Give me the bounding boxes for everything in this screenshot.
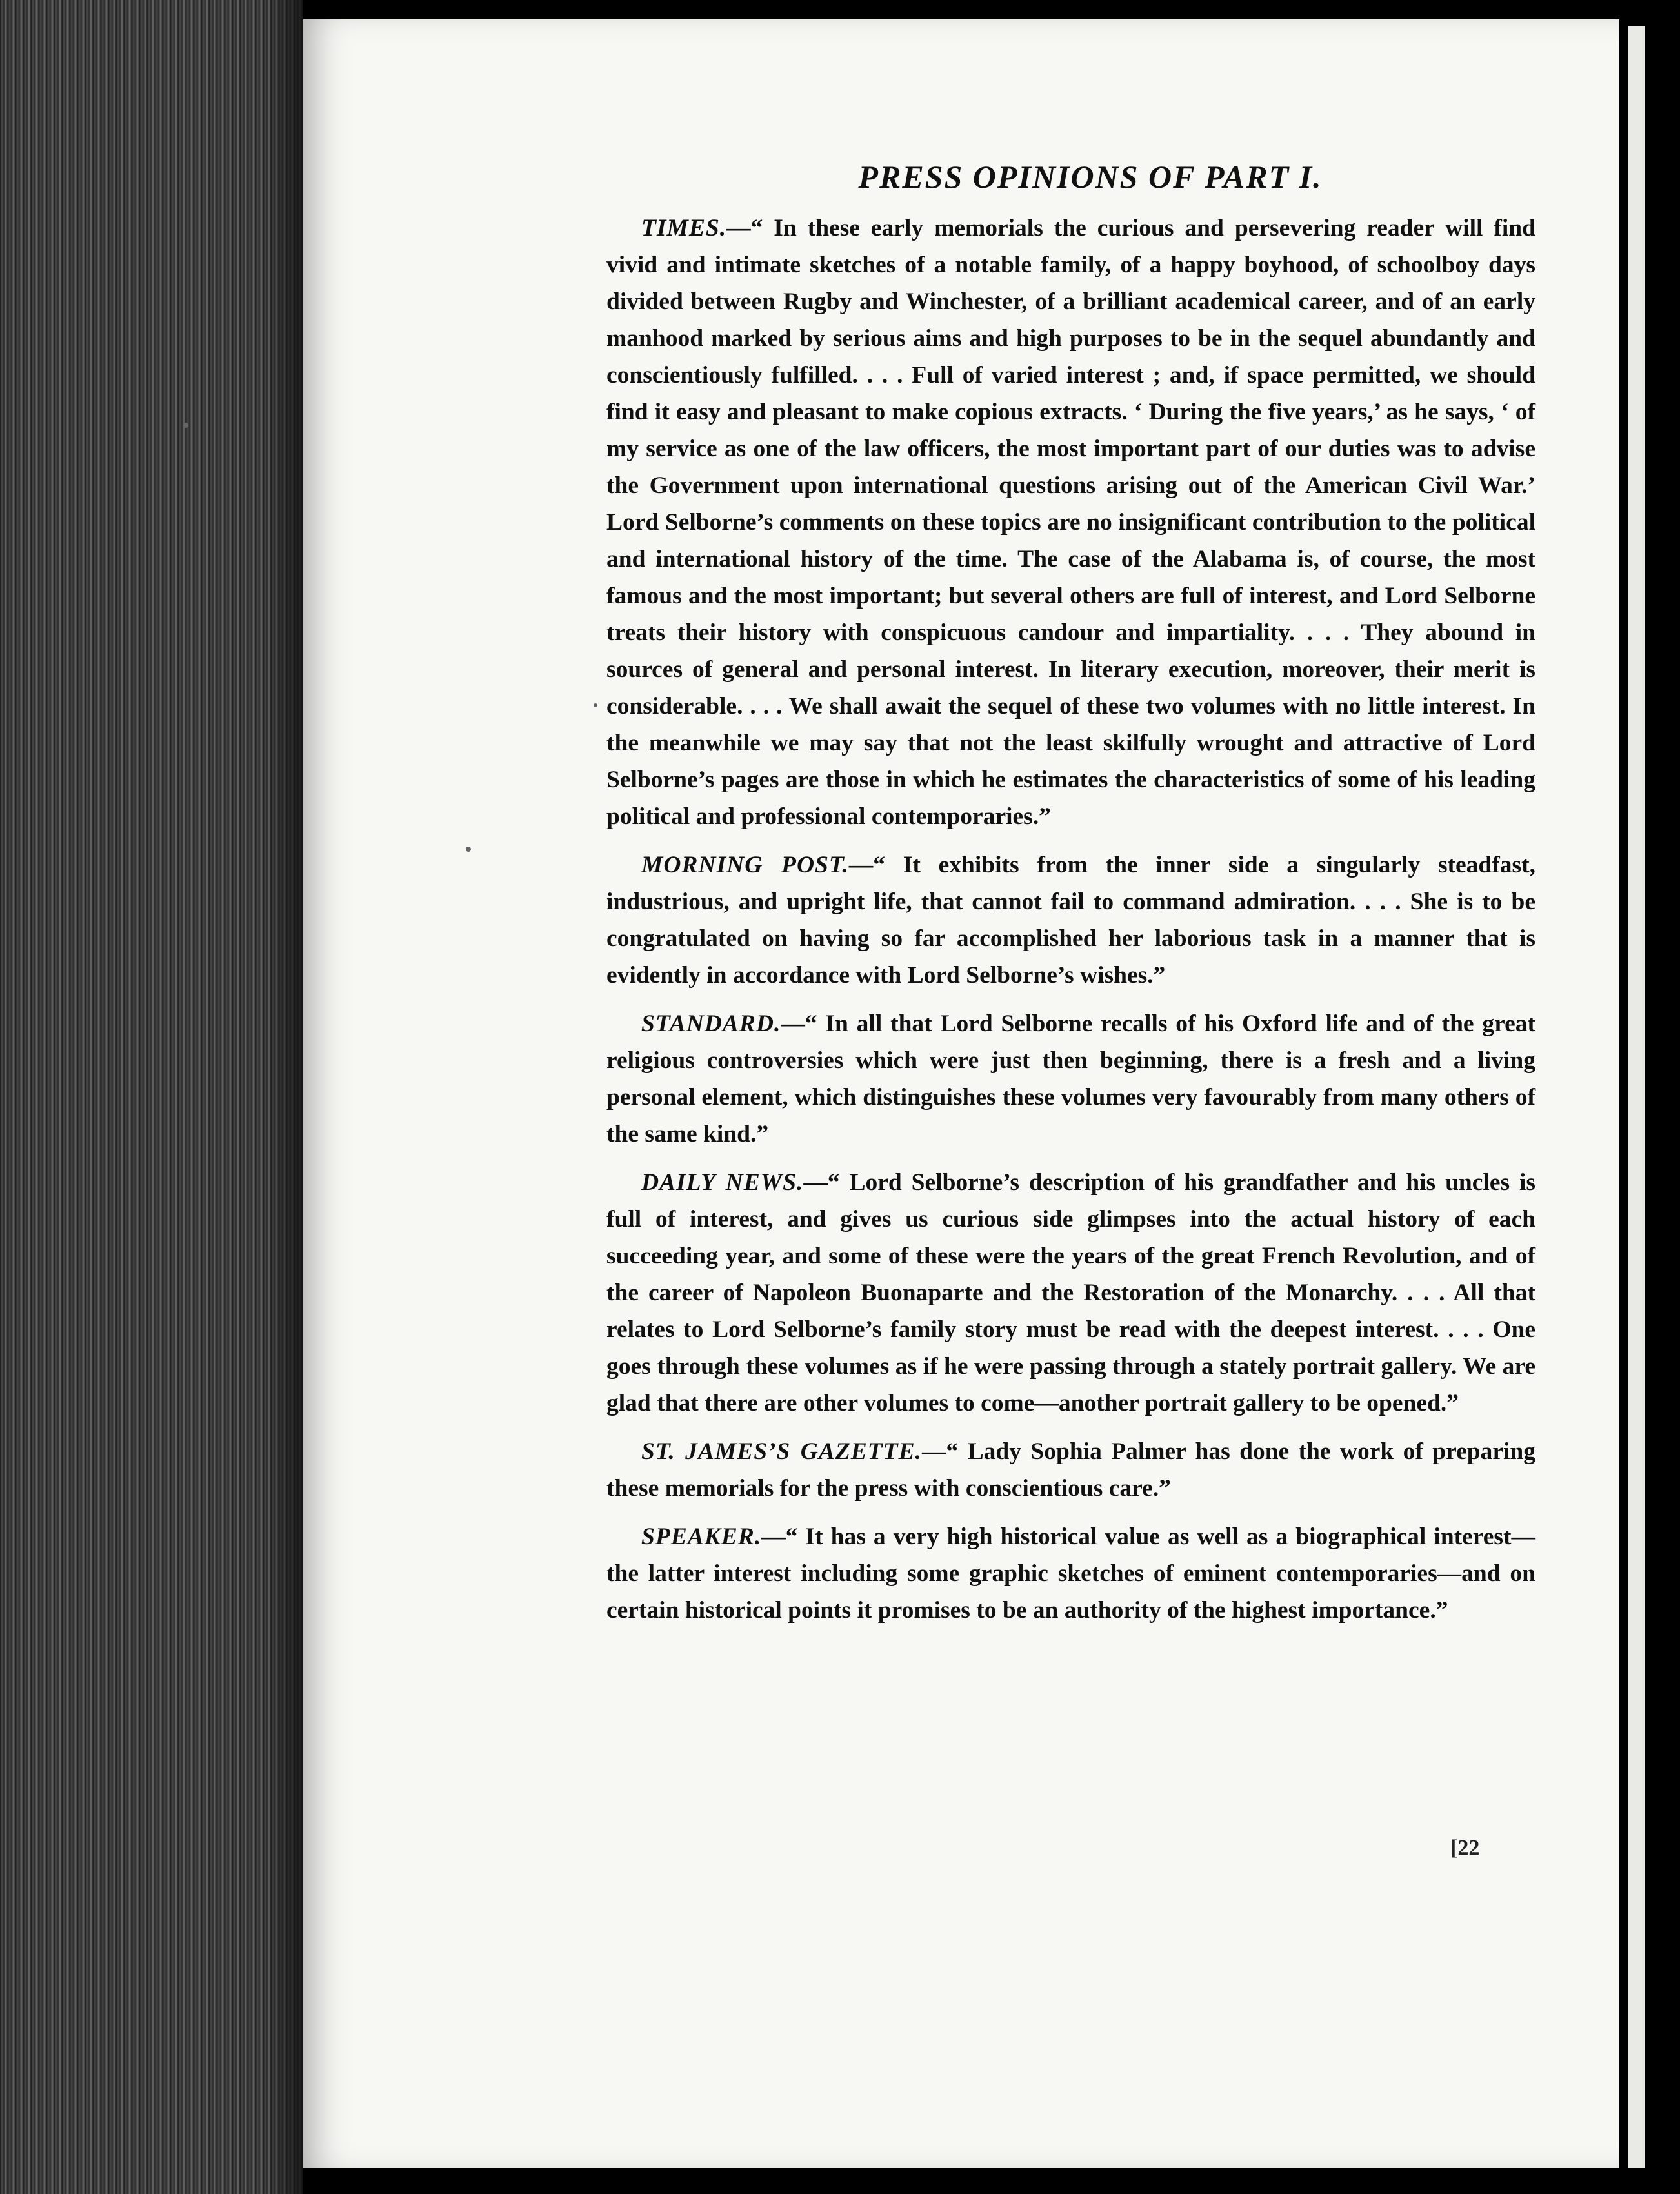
review-source: STANDARD. <box>641 1011 781 1037</box>
review-source: SPEAKER. <box>641 1524 762 1550</box>
review-text: —“ It exhibits from the inner side a singularly steadfast, industrious, and upright life, that cannot fail to command admiration. . . . She is to be congratulated on having so far accomplished her laborious task in a manner that is evidently in accordance with Lord Selborne’s wishes.” <box>606 852 1535 989</box>
review-speaker <box>606 1518 1535 1629</box>
review-text: —“ In these early memorials the curious and persevering reader will find vivid and intimate sketches of a notable family, of a happy boyhood, of schoolboy days divided between Rugby and Winchester, of a brilliant academical career, and of an early manhood marked by serious aims and high purposes to be in the sequel abundantly and conscientiously fulfilled. . . . Full of varied interest ; and, if space permitted, we should find it easy and pleasant to make copious extracts. ‘ During the five years,’ as he says, ‘ of my service as one of the law officers, the most important part of our duties was to advise the Government upon international questions arising out of the American Civil War.’ Lord Selborne’s comments on these topics are no insignificant contribution to the political and international history of the time. The case of the Alabama is, of course, the most famous and the most important; but several others are full of interest, and Lord Selborne treats their history with conspicuous candour and impartiality. . . . They abound in sources of general and personal interest. In literary execution, moreover, their merit is considerable. . . . We shall await the sequel of these two volumes with no little interest. In the meanwhile we may say that not the least skilfully wrought and attractive of Lord Selborne’s pages are those in which he estimates the characteristics of some of his leading political and professional contemporaries.” <box>606 215 1535 830</box>
review-text: —“ Lady Sophia Palmer has done the work of preparing these memorials for the press with conscientious care.” <box>606 1438 1535 1502</box>
book-fore-edge <box>0 0 303 2194</box>
review-text: —“ In all that Lord Selborne recalls of his Oxford life and of the great religious controversies which were just then beginning, there is a fresh and a living personal element, which distinguishes these volumes very favourably from many others of the same kind.” <box>606 1011 1535 1147</box>
review-standard <box>606 1005 1535 1152</box>
page-folio: [22 <box>1450 1836 1480 1860</box>
review-times <box>606 210 1535 835</box>
review-morning-post <box>606 847 1535 994</box>
review-st-jamess-gazette <box>606 1433 1535 1507</box>
review-source: MORNING POST. <box>641 852 849 878</box>
review-source: ST. JAMES’S GAZETTE. <box>641 1438 922 1465</box>
press-opinions-column <box>606 158 1535 1640</box>
page-title: PRESS OPINIONS OF PART I. <box>858 159 1323 195</box>
stray-ink-mark <box>466 847 471 852</box>
next-page-strip <box>1628 26 1645 2168</box>
review-text: —“ Lord Selborne’s description of his grandfather and his uncles is full of interest, and gives us curious side glimpses into the actual history of each succeeding year, and some of these were the years of the great French Revolution, and of the career of Napoleon Buonaparte and the Restoration of the Monarchy. . . . All that relates to Lord Selborne’s family story must be read with the deepest interest. . . . One goes through these volumes as if he were passing through a stately portrait gallery. We are glad that there are other volumes to come—another portrait gallery to be opened.” <box>606 1169 1536 1416</box>
stray-ink-mark <box>594 703 597 707</box>
review-source: TIMES. <box>641 215 727 241</box>
review-source: DAILY NEWS. <box>641 1169 804 1196</box>
review-daily-news <box>606 1164 1535 1422</box>
stray-ink-mark <box>183 423 188 428</box>
right-page-edge <box>1619 0 1680 2194</box>
review-text: —“ It has a very high historical value as well as a biographical interest—the latter interest including some graphic sketches of eminent contemporaries—and on certain historical points it promises to be an authority of the highest importance.” <box>606 1524 1535 1624</box>
